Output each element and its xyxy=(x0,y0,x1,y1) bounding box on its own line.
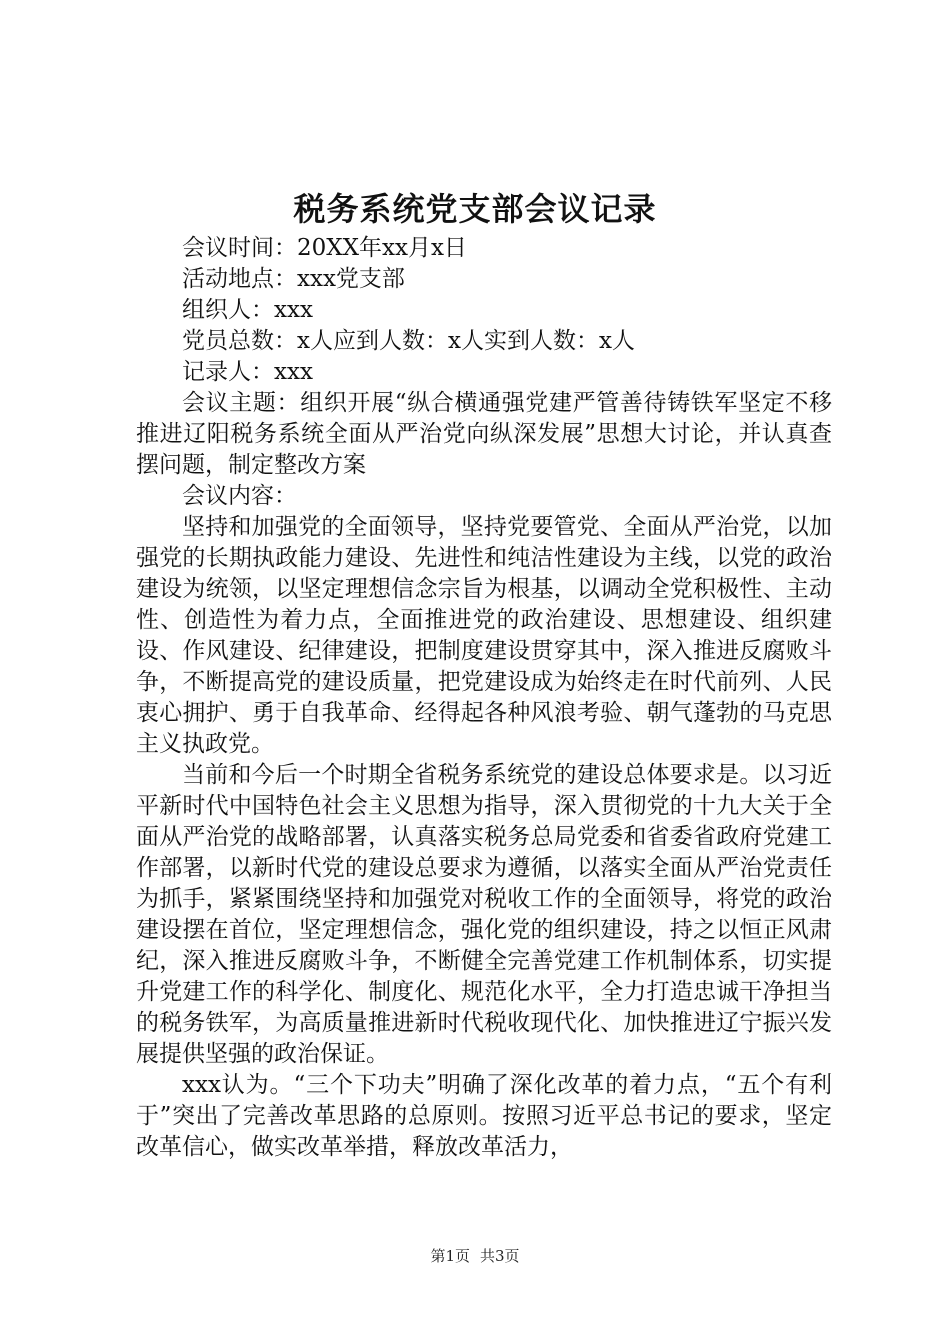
page-footer xyxy=(0,1246,950,1266)
meeting-recorder: 记录人：xxx xyxy=(182,359,313,385)
meeting-content-label: 会议内容： xyxy=(182,483,297,509)
document-body xyxy=(136,233,832,1163)
content-paragraph: xxx认为。“三个下功夫”明确了深化改革的着力点，“五个有利于”突出了完善改革思路的总原则。按照习近平总书记的要求，坚定改革信心，做实改革举措，释放改革活力， xyxy=(136,1072,832,1160)
meeting-organizer: 组织人：xxx xyxy=(182,297,313,323)
meeting-attendance: 党员总数：x人应到人数：x人实到人数：x人 xyxy=(182,328,635,354)
meeting-theme: 会议主题：组织开展“纵合横通强党建严管善待铸铁军坚定不移推进辽阳税务系统全面从严治党向纵深发展”思想大讨论，并认真查摆问题，制定整改方案 xyxy=(136,390,832,478)
meeting-place: 活动地点：xxx党支部 xyxy=(182,266,405,292)
meeting-time: 会议时间：20XX年xx月x日 xyxy=(182,235,467,261)
content-paragraph: 坚持和加强党的全面领导，坚持党要管党、全面从严治党，以加强党的长期执政能力建设、先进性和纯洁性建设为主线，以党的政治建设为统领，以坚定理想信念宗旨为根基，以调动全党积极性、主动性、创造性为着力点，全面推进党的政治建设、思想建设、组织建设、作风建设、纪律建设，把制度建设贯穿其中，深入推进反腐败斗争，不断提高党的建设质量，把党建设成为始终走在时代前列、人民衷心拥护、勇于自我革命、经得起各种风浪考验、朝气蓬勃的马克思主义执政党。 xyxy=(136,514,832,757)
page-number: 第1页 xyxy=(430,1247,470,1265)
page-total: 共3页 xyxy=(480,1247,520,1265)
document-title: 税务系统党支部会议记录 xyxy=(293,190,657,228)
content-paragraph: 当前和今后一个时期全省税务系统党的建设总体要求是。以习近平新时代中国特色社会主义思想为指导，深入贯彻党的十九大关于全面从严治党的战略部署，认真落实税务总局党委和省委省政府党建工作部署，以新时代党的建设总要求为遵循，以落实全面从严治党责任为抓手，紧紧围绕坚持和加强党对税收工作的全面领导，将党的政治建设摆在首位，坚定理想信念，强化党的组织建设，持之以恒正风肃纪，深入推进反腐败斗争，不断健全完善党建工作机制体系，切实提升党建工作的科学化、制度化、规范化水平，全力打造忠诚干净担当的税务铁军，为高质量推进新时代税收现代化、加快推进辽宁振兴发展提供坚强的政治保证。 xyxy=(136,762,832,1067)
